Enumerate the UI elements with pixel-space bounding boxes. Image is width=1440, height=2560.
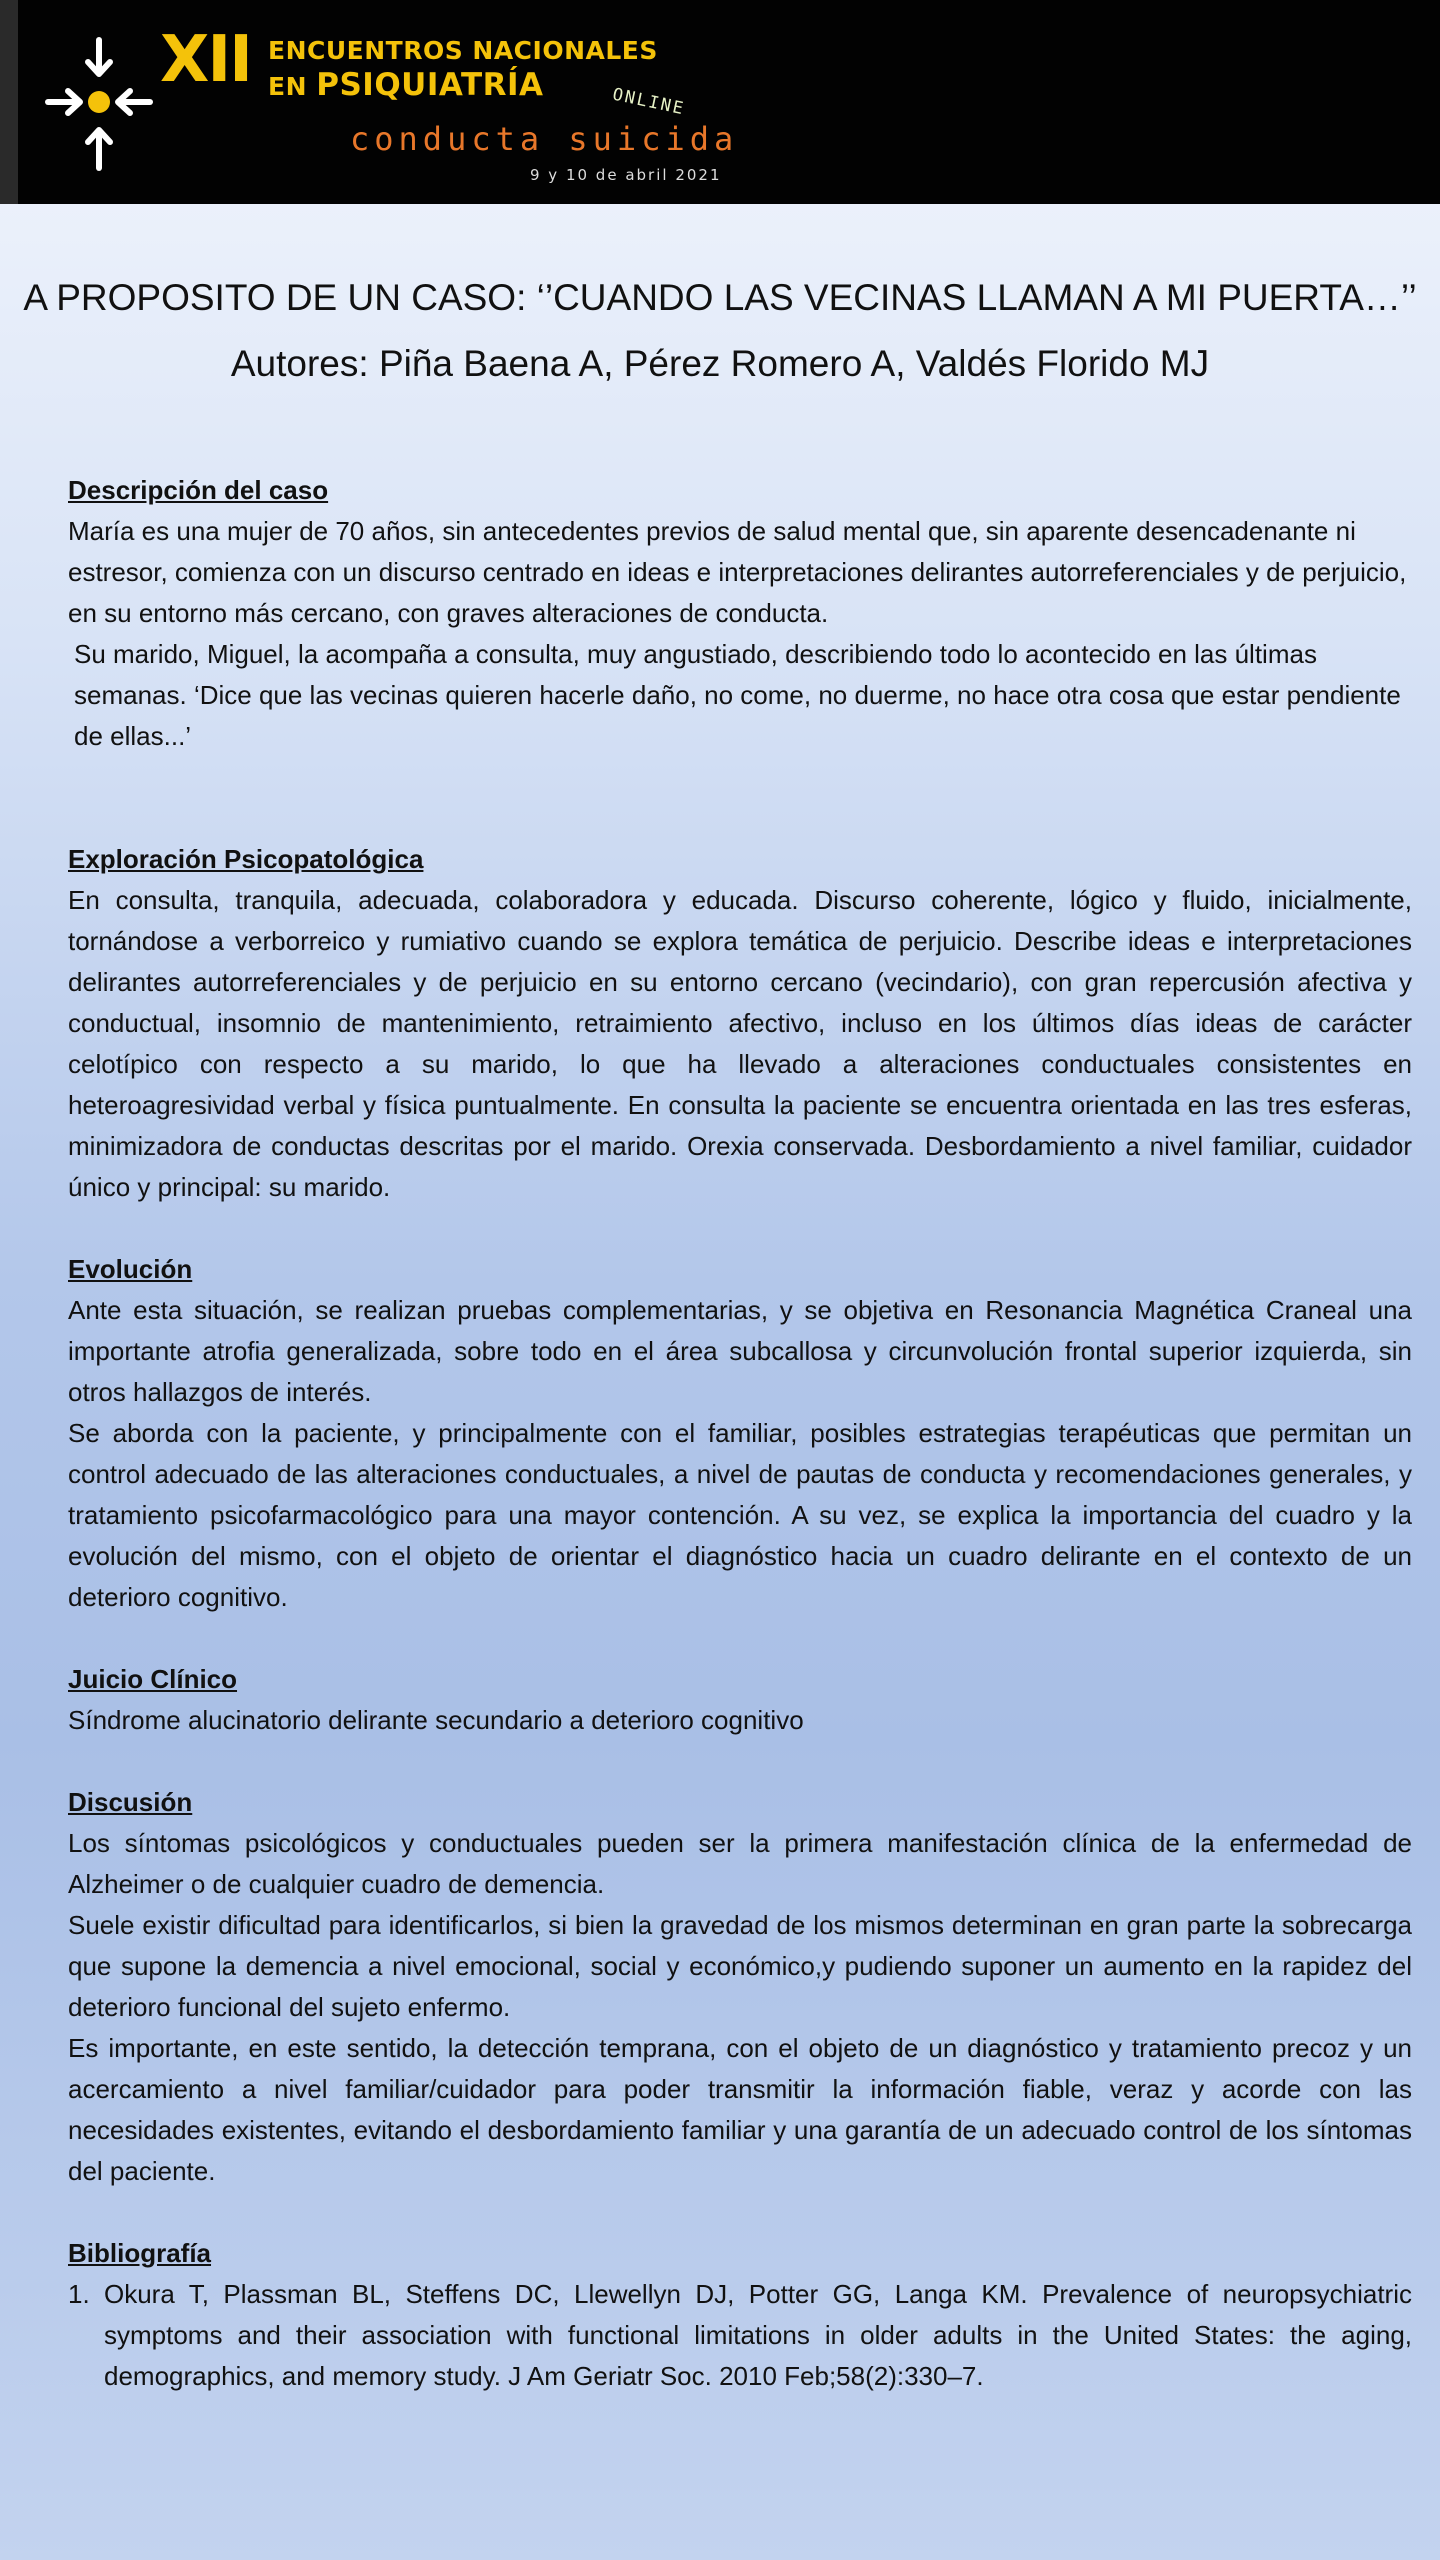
bibliography-number: 1. xyxy=(68,2279,90,2309)
event-name-line1: ENCUENTROS NACIONALES xyxy=(268,36,658,65)
poster-title: A PROPOSITO DE UN CASO: ‘’CUANDO LAS VECINAS LLAMAN A MI PUERTA…’’ xyxy=(23,277,1417,318)
arrows-converging-icon xyxy=(44,36,154,172)
section-heading: Bibliografía xyxy=(68,2238,212,2268)
poster-content xyxy=(68,470,1412,2397)
section-paragraph: Es importante, en este sentido, la detección temprana, con el objeto de un diagnóstico y tratamiento precoz y un acercamiento a nivel familiar/cuidador para poder transmitir la información fiable, veraz y acorde con las necesidades existentes, evitando el desbordamiento familiar y una garantía de un adecuado control de los síntomas del paciente. xyxy=(68,2033,1412,2186)
section-paragraph: Se aborda con la paciente, y principalmente con el familiar, posibles estrategias terapéuticas que permitan un control adecuado de las alteraciones conductuales, a nivel de pautas de conducta y recomendaciones generales, y tratamiento psicofarmacológico para una mayor contención. A su vez, se explica la importancia del cuadro y la evolución del mismo, con el objeto de orientar el diagnóstico hacia un cuadro delirante en el contexto de un deterioro cognitivo. xyxy=(68,1418,1412,1612)
event-date: 9 y 10 de abril 2021 xyxy=(530,166,722,184)
section-heading: Descripción del caso xyxy=(68,475,329,505)
event-subtitle: conducta suicida xyxy=(350,120,739,158)
event-name-main: PSIQUIATRÍA xyxy=(316,67,544,103)
bibliography-item xyxy=(68,2274,1412,2397)
section-paragraph: Ante esta situación, se realizan pruebas complementarias, y se objetiva en Resonancia Magnética Craneal una importante atrofia generalizada, sobre todo en el área subcallosa y circunvolución frontal superior izquierda, sin otros hallazgos de interés. xyxy=(68,1295,1412,1407)
section-bibliografia xyxy=(68,2233,1412,2397)
section-heading: Juicio Clínico xyxy=(68,1664,238,1694)
banner-edge xyxy=(0,0,18,204)
bibliography-text: Okura T, Plassman BL, Steffens DC, Llewellyn DJ, Potter GG, Langa KM. Prevalence of neuropsychiatric symptoms and their association with functional limitations in older adults in the United States: the aging, demographics, and memory study. J Am Geriatr Soc. 2010 Feb;58(2):330–7. xyxy=(104,2279,1412,2391)
section-paragraph: En consulta, tranquila, adecuada, colaboradora y educada. Discurso coherente, lógico y fluido, inicialmente, tornándose a verborreico y rumiativo cuando se explora temática de perjuicio. Describe ideas e interpretaciones delirantes autorreferenciales y de perjuicio en su entorno cercano (vecindario), con gran repercusión afectiva y conductual, insomnio de mantenimiento, retraimiento afectivo, incluso en los últimos días ideas de carácter celotípico con respecto a su marido, lo que ha llevado a alteraciones conductuales consistentes en heteroagresividad verbal y física puntualmente. En consulta la paciente se encuentra orientada en las tres esferas, minimizadora de conductas descritas por el marido. Orexia conservada. Desbordamiento a nivel familiar, cuidador único y principal: su marido. xyxy=(68,885,1412,1202)
section-evolucion xyxy=(68,1249,1412,1618)
section-descripcion xyxy=(68,470,1412,757)
online-label: ONLINE xyxy=(610,84,687,120)
section-paragraph: Síndrome alucinatorio delirante secundario a deterioro cognitivo xyxy=(68,1705,804,1735)
edition-number: XII xyxy=(160,23,251,97)
section-paragraph: Los síntomas psicológicos y conductuales pueden ser la primera manifestación clínica de la enfermedad de Alzheimer o de cualquier cuadro de demencia. xyxy=(68,1828,1412,1899)
section-heading: Evolución xyxy=(68,1254,193,1284)
event-name-line2 xyxy=(268,67,544,103)
section-paragraph: Suele existir dificultad para identificarlos, si bien la gravedad de los mismos determinan en gran parte la sobrecarga que supone la demencia a nivel emocional, social y económico,y pudiendo suponer un aumento en la rapidez del deterioro funcional del sujeto enfermo. xyxy=(68,1910,1412,2022)
section-heading: Exploración Psicopatológica xyxy=(68,844,424,874)
poster-authors: Autores: Piña Baena A, Pérez Romero A, Valdés Florido MJ xyxy=(230,343,1210,384)
section-juicio xyxy=(68,1659,1412,1741)
section-paragraph: Su marido, Miguel, la acompaña a consulta, muy angustiado, describiendo todo lo acontecido en las últimas semanas. ‘Dice que las vecinas quieren hacerle daño, no come, no duerme, no hace otra cosa que estar pendiente de ellas...’ xyxy=(74,639,1401,751)
section-paragraph: María es una mujer de 70 años, sin antecedentes previos de salud mental que, sin aparente desencadenante ni estresor, comienza con un discurso centrado en ideas e interpretaciones delirantes autorreferenciales y de perjuicio, en su entorno más cercano, con graves alteraciones de conducta. xyxy=(68,516,1407,628)
header-banner xyxy=(0,0,1440,204)
section-exploracion xyxy=(68,839,1412,1208)
event-name-prefix: EN xyxy=(268,72,308,101)
section-heading: Discusión xyxy=(68,1787,193,1817)
section-discusion xyxy=(68,1782,1412,2192)
